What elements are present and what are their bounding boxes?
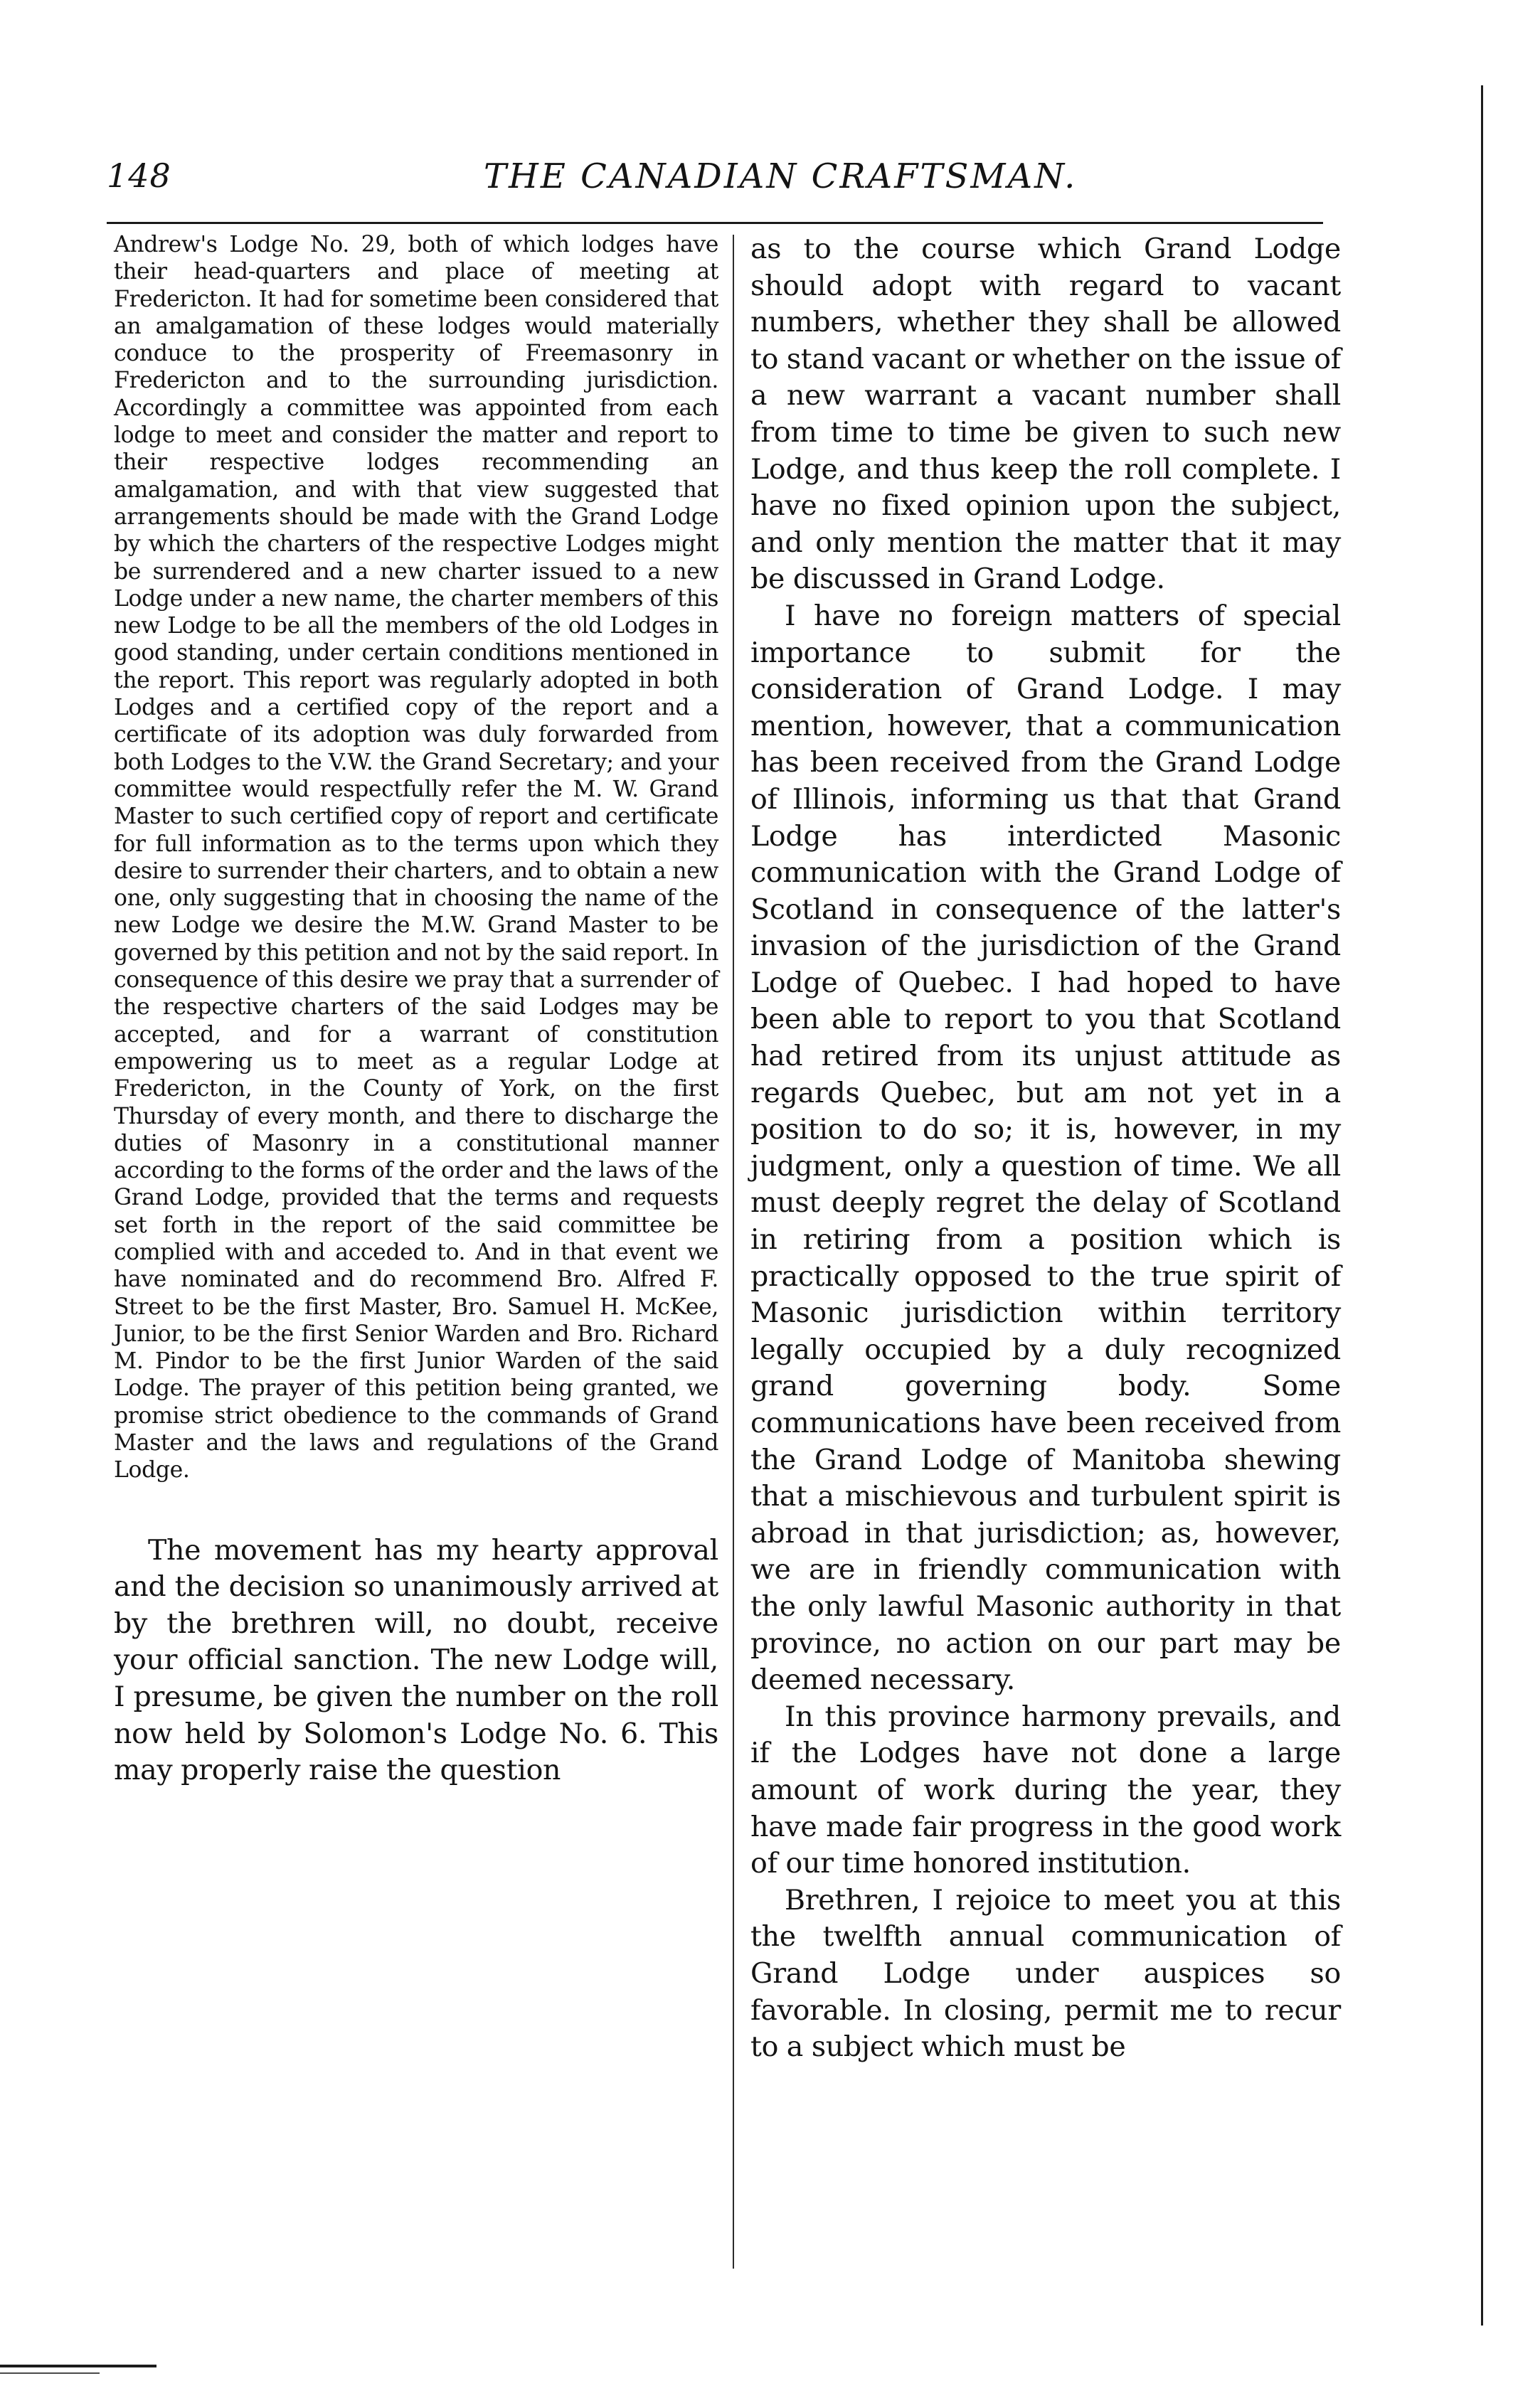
footer-rule xyxy=(0,2365,156,2367)
header-rule xyxy=(107,222,1323,224)
column-divider xyxy=(733,235,734,2269)
page-edge-line xyxy=(1481,85,1483,2326)
left-column xyxy=(114,231,718,1789)
vacant-numbers-paragraph: as to the course which Grand Lodge should adopt with regard to vacant numbers, whether they shall be allowed to stand vacant or whether on the issue of a new warrant a vacant number shall from time to time be given to such new Lodge, and thus keep the roll complete. I have no fixed opinion upon the subject, and only mention the matter that it may be discussed in Grand Lodge. xyxy=(750,233,1341,596)
right-column xyxy=(750,231,1341,2066)
running-title: THE CANADIAN CRAFTSMAN. xyxy=(484,156,1078,196)
page-header xyxy=(107,149,1316,206)
closing-paragraph: Brethren, I rejoice to meet you at this the twelfth annual communication of Grand Lodge under auspices so favorable. In closing, permit me to recur to a subject which must be xyxy=(750,1883,1341,2064)
foreign-matters-paragraph: I have no foreign matters of special importance to submit for the consideration of Grand Lodge. I may mention, however, that a communication has been received from the Grand Lodge of Illinois, informing us that that Grand Lodge has interdicted Masonic communication with the Grand Lodge of Scotland in consequence of the latter's invasion of the jurisdiction of the Grand Lodge of Quebec. I had hoped to have been able to report to you that Scotland had retired from its unjust attitude as regards Quebec, but am not yet in a position to do so; it is, however, in my judgment, only a question of time. We all must deeply regret the delay of Scotland in retiring from a position which is practically opposed to the true spirit of Masonic jurisdiction within territory legally occupied by a duly recognized grand governing body. Some communications have been received from the Grand Lodge of Manitoba shewing that a mischievous and turbulent spirit is abroad in that jurisdiction; as, however, we are in friendly communication with the only lawful Masonic authority in that province, no action on our part may be deemed necessary. xyxy=(750,599,1341,1697)
movement-paragraph: The movement has my hearty approval and the decision so unanimously arrived at by the brethren will, no doubt, receive your official sanction. The new Lodge will, I presume, be given the number on the roll now held by Solomon's Lodge No. 6. This may properly raise the question xyxy=(114,1533,718,1787)
petition-paragraph: Andrew's Lodge No. 29, both of which lodges have their head-quarters and place of meeting at Fredericton. It had for sometime been considered that an amalgamation of these lodges would materially conduce to the prosperity of Freemasonry in Fredericton and to the surrounding jurisdiction. Accordingly a committee was appointed from each lodge to meet and consider the matter and report to their respective lodges recommending an amalgamation, and with that view suggested that arrangements should be made with the Grand Lodge by which the charters of the respective Lodges might be surrendered and a new charter issued to a new Lodge under a new name, the charter members of this new Lodge to be all the members of the old Lodges in good standing, under certain conditions mentioned in the report. This report was regularly adopted in both Lodges and a certified copy of the report and a certificate of its adoption was duly forwarded from both Lodges to the V.W. the Grand Secretary; and your committee would respectfully refer the M. W. Grand Master to such certified copy of report and certificate for full information as to the terms upon which they desire to surrender their charters, and to obtain a new one, only suggesting that in choosing the name of the new Lodge we desire the M.W. Grand Master to be governed by this petition and not by the said report. In consequence of this desire we pray that a surrender of the respective charters of the said Lodges may be accepted, and for a warrant of constitution empowering us to meet as a regular Lodge at Fredericton, in the County of York, on the first Thursday of every month, and there to discharge the duties of Masonry in a constitutional manner according to the forms of the order and the laws of the Grand Lodge, provided that the terms and requests set forth in the report of the said committee be complied with and acceded to. And in that event we have nominated and do recommend Bro. Alfred F. Street to be the first Master, Bro. Samuel H. McKee, Junior, to be the first Senior Warden and Bro. Richard M. Pindor to be the first Junior Warden of the said Lodge. The prayer of this petition being granted, we promise strict obedience to the commands of Grand Master and the laws and regulations of the Grand Lodge. xyxy=(114,232,718,1483)
province-harmony-paragraph: In this province harmony prevails, and if the Lodges have not done a large amount of work during the year, they have made fair progress in the good work of our time honored institution. xyxy=(750,1700,1341,1880)
footer-rule-secondary xyxy=(0,2372,100,2374)
page-number: 148 xyxy=(107,156,171,195)
